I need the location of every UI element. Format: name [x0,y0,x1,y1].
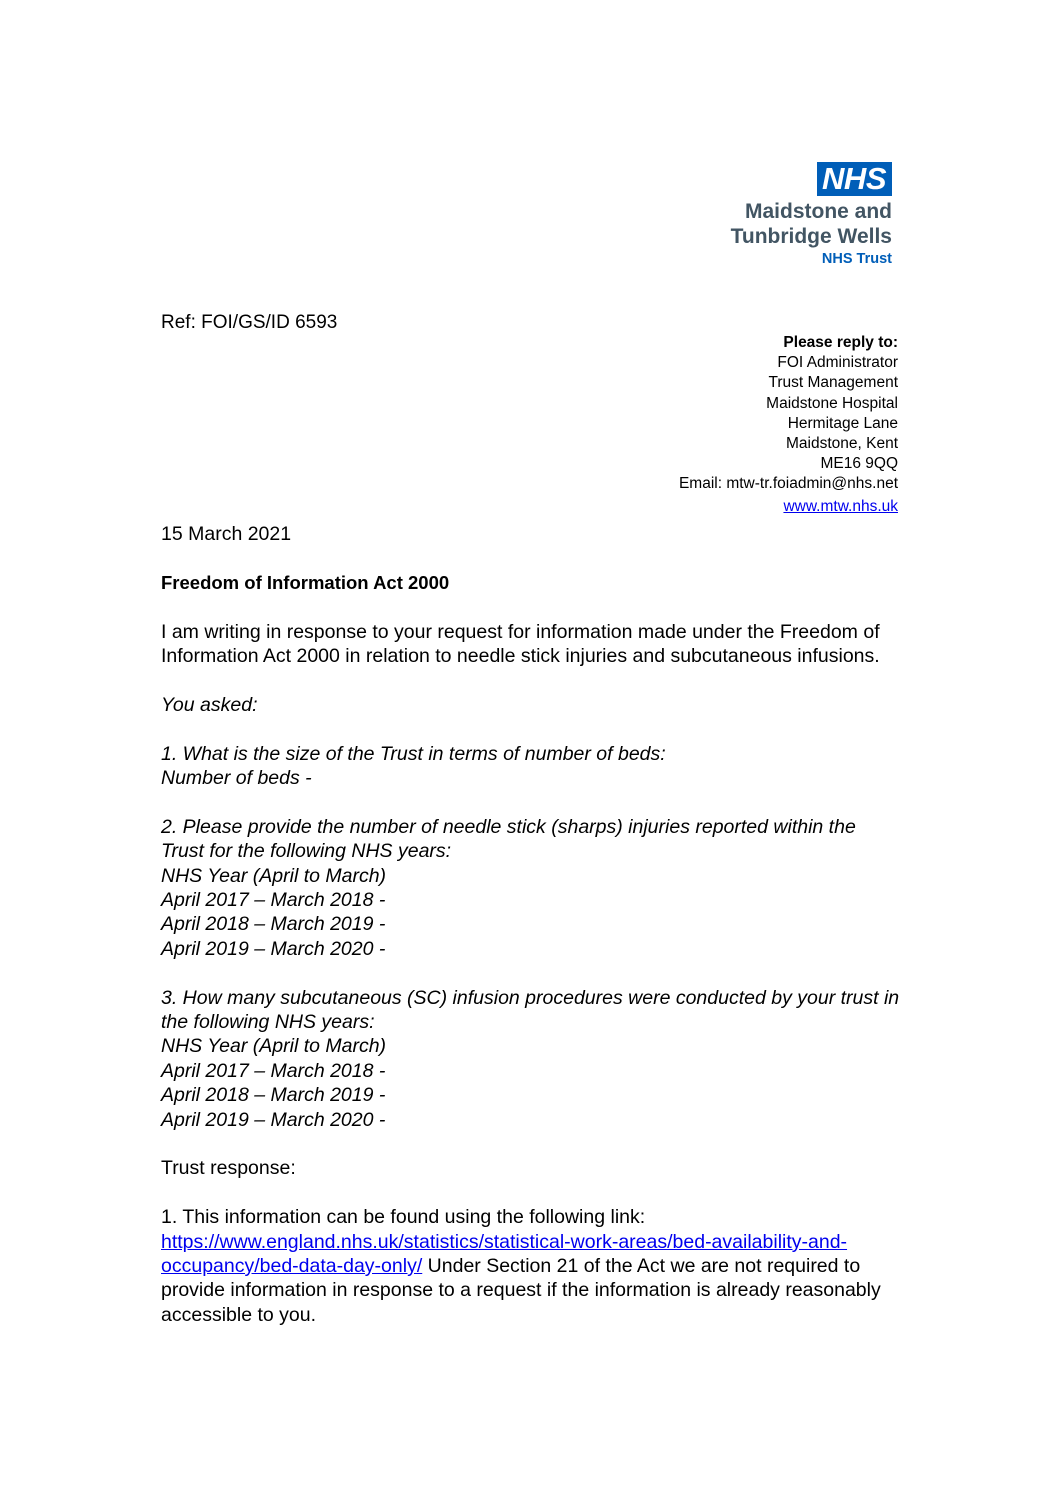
org-name-line-1: Maidstone and [744,200,892,223]
question-3-line: April 2019 – March 2020 - [161,1108,386,1131]
intro-paragraph: I am writing in response to your request for information made under the Freedom of Information Act 2000 in relation to needle stick injuries and subcutaneous infusions. [161,620,880,667]
question-3-line: April 2017 – March 2018 - [161,1059,386,1082]
question-2-line: NHS Year (April to March) [161,864,387,887]
reply-line: ME16 9QQ [820,455,898,473]
letter-title: Freedom of Information Act 2000 [161,571,450,593]
question-2-line: April 2017 – March 2018 - [161,889,386,912]
letter-date: 15 March 2021 [161,523,292,545]
nhs-trust-logo [731,162,892,269]
reply-line: Hermitage Lane [787,414,898,432]
reply-heading: Please reply to: [783,334,898,351]
response-1-text: Under Section 21 of the Act we are not required to provide information in response to a request if the information is already reasonably accessible to you. [161,1255,881,1326]
org-name-line-3: NHS Trust [821,251,892,267]
you-asked-label: You asked: [161,693,258,716]
question-3: 3. How many subcutaneous (SC) infusion procedures were conducted by your trust in the following NHS years: [161,986,900,1034]
nhs-badge: NHS [817,162,892,196]
reply-line: Maidstone, Kent [785,435,898,453]
response-1-paragraph [161,1230,901,1328]
response-1-lead: 1. This information can be found using the following link: [161,1206,646,1229]
question-1: 1. What is the size of the Trust in terms of number of beds: [161,742,666,765]
bed-data-link[interactable]: https://www.england.nhs.uk/statistics/statistical-work-areas/bed-availability-and-occupancy/bed-data-day-only/ [161,1230,848,1278]
reply-email: Email: mtw-tr.foiadmin@nhs.net [678,475,898,493]
reply-address [679,333,898,517]
reply-line: Trust Management [768,374,898,392]
question-1-line: Number of beds - [161,767,312,789]
org-name-line-2: Tunbridge Wells [730,225,892,248]
website-link[interactable]: www.mtw.nhs.uk [783,497,898,515]
letter-body [161,522,901,1327]
reply-line: FOI Administrator [777,354,898,372]
reply-line: Maidstone Hospital [766,394,898,412]
reference-number: Ref: FOI/GS/ID 6593 [161,312,338,333]
question-3-line: April 2018 – March 2019 - [161,1084,386,1107]
question-2-line: April 2018 – March 2019 - [161,913,386,936]
question-3-line: NHS Year (April to March) [161,1035,387,1058]
trust-response-label: Trust response: [161,1157,296,1180]
question-2: 2. Please provide the number of needle stick (sharps) injuries reported within the Trust for the following NHS years: [161,815,856,863]
question-2-line: April 2019 – March 2020 - [161,937,386,960]
